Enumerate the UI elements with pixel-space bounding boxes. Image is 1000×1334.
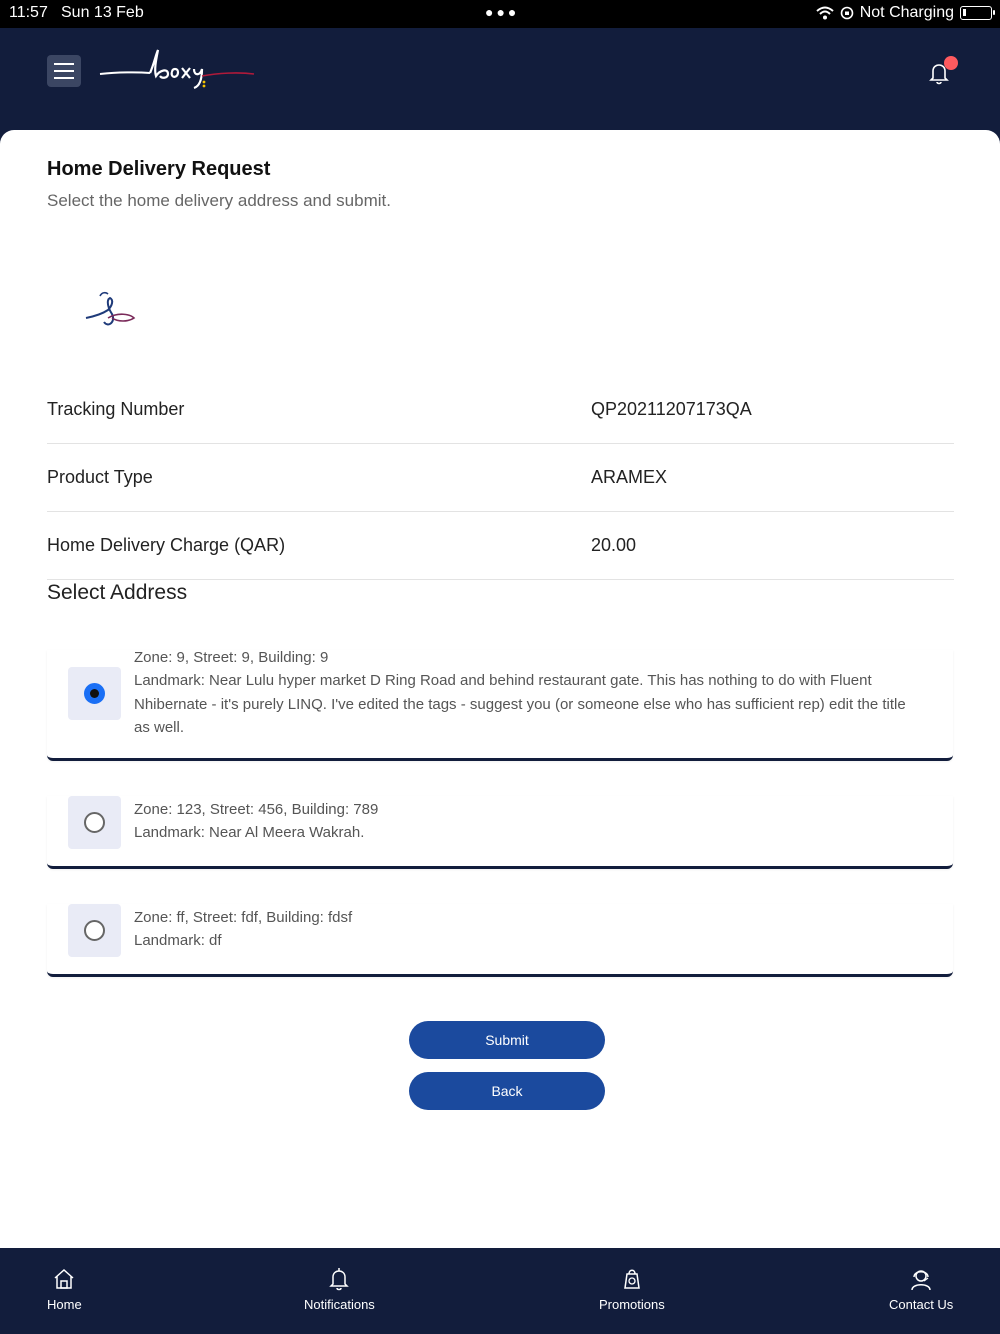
address-landmark: Landmark: df (134, 932, 222, 950)
wifi-icon (816, 6, 834, 20)
detail-label: Home Delivery Charge (QAR) (47, 535, 286, 555)
tab-label: Notifications (304, 1297, 375, 1312)
tab-promotions[interactable] (599, 1266, 665, 1312)
detail-value: 20.00 (591, 535, 637, 555)
menu-button[interactable] (47, 55, 81, 87)
detail-label: Product Type (47, 467, 153, 487)
address-line: Zone: 123, Street: 456, Building: 789 (134, 801, 379, 818)
select-address-heading: Select Address (47, 581, 188, 604)
notification-badge (944, 56, 958, 70)
address-text (134, 906, 907, 953)
tab-label: Contact Us (889, 1297, 954, 1312)
page-subtitle: Select the home delivery address and submit. (47, 191, 391, 210)
bell-icon (326, 1266, 352, 1292)
notification-bell-icon[interactable] (926, 60, 952, 86)
address-text (134, 798, 907, 845)
radio-unselected-icon[interactable] (84, 812, 105, 833)
address-option[interactable] (47, 796, 953, 869)
status-date: Sun 13 Feb (61, 4, 144, 21)
multitasking-dots-icon[interactable]: ●●● (485, 4, 520, 20)
promotions-icon (619, 1266, 645, 1292)
boxy-logo (98, 46, 258, 96)
radio-unselected-icon[interactable] (84, 920, 105, 941)
back-button[interactable]: Back (409, 1072, 605, 1110)
tab-label: Promotions (599, 1297, 665, 1312)
home-icon (51, 1266, 77, 1292)
tracking-number-row (47, 377, 954, 444)
address-option[interactable] (47, 650, 953, 761)
support-agent-icon (908, 1266, 934, 1292)
address-option[interactable] (47, 904, 953, 977)
tab-contact-us[interactable] (889, 1266, 953, 1312)
battery-icon (960, 6, 992, 20)
address-radio[interactable] (68, 904, 121, 957)
charging-status: Not Charging (859, 4, 954, 21)
orientation-lock-icon (840, 6, 854, 20)
address-radio[interactable] (68, 667, 121, 720)
bottom-tab-bar (0, 1248, 1000, 1334)
tab-label: Home (47, 1297, 82, 1312)
status-bar (0, 0, 1000, 28)
status-right (816, 4, 992, 22)
address-radio[interactable] (68, 796, 121, 849)
detail-value: ARAMEX (591, 467, 668, 487)
product-type-row (47, 445, 954, 512)
address-line: Zone: 9, Street: 9, Building: 9 (134, 649, 329, 666)
detail-label: Tracking Number (47, 399, 185, 419)
address-landmark: Landmark: Near Lulu hyper market D Ring Road and behind restaurant gate. This has nothing to do with Fluent Nhibernate - it's purely LINQ. I've edited the tags - suggest you (or someone else who has sufficient rep) edit the title as well. (134, 672, 906, 736)
tab-notifications[interactable] (304, 1266, 375, 1312)
company-signature-logo (78, 288, 138, 338)
main-card (0, 130, 1000, 1248)
address-landmark: Landmark: Near Al Meera Wakrah. (134, 824, 365, 842)
detail-value: QP20211207173QA (591, 399, 752, 419)
delivery-charge-row (47, 513, 954, 580)
tab-home[interactable] (47, 1266, 82, 1312)
address-line: Zone: ff, Street: fdf, Building: fdsf (134, 909, 353, 926)
address-text (134, 646, 907, 739)
page-title: Home Delivery Request (47, 158, 271, 180)
radio-selected-icon[interactable] (84, 683, 105, 704)
status-time: 11:57 (9, 4, 48, 21)
submit-button[interactable]: Submit (409, 1021, 605, 1059)
